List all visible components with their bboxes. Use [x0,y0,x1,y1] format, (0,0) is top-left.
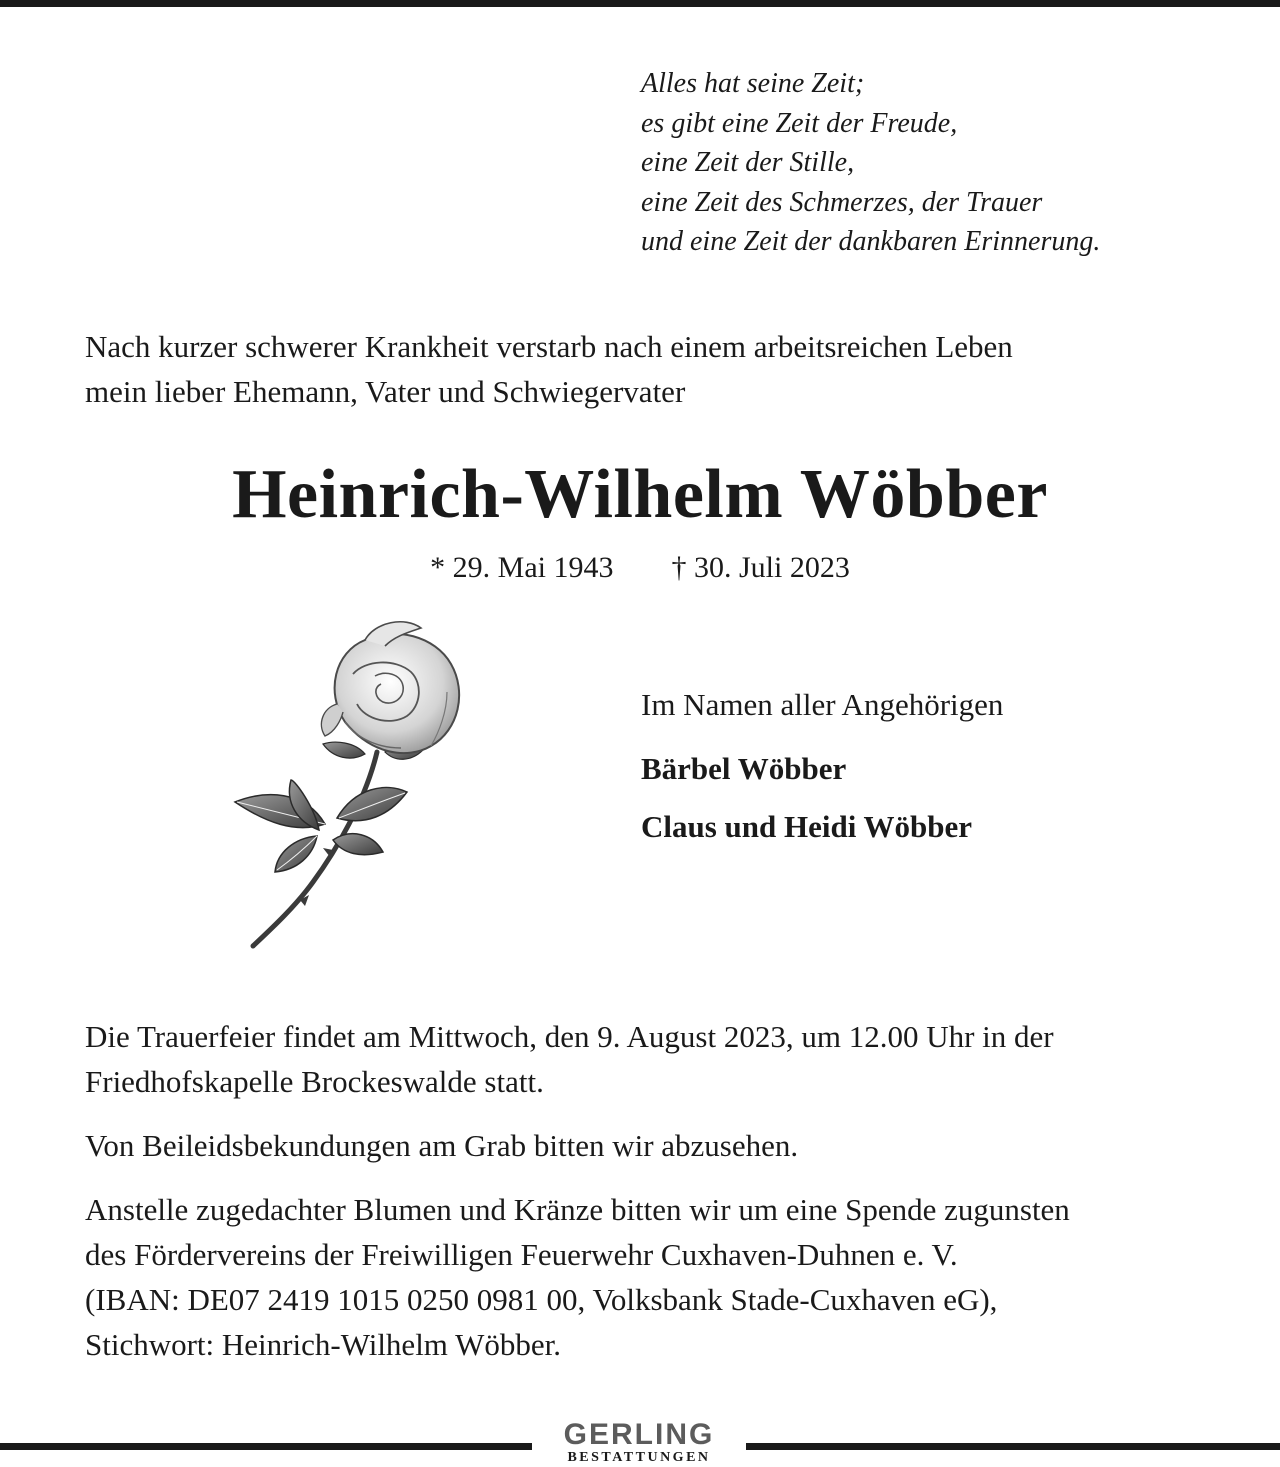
closing-text [85,1014,1225,1367]
intro-line: Nach kurzer schwerer Krankheit verstarb nach einem arbeitsreichen Leben [85,329,1013,364]
top-border-rule [0,0,1280,7]
logo-name: GERLING [563,1418,715,1451]
family-intro: Im Namen aller Angehörigen [641,687,1004,722]
family-member: Bärbel Wöbber [641,751,847,786]
bottom-border-rule-left [0,1443,532,1450]
intro-line: mein lieber Ehemann, Vater und Schwiegervater [85,374,686,409]
funeral-paragraph [85,1014,1225,1104]
deceased-name: Heinrich-Wilhelm Wöbber [232,456,1048,533]
poem-line: es gibt eine Zeit der Freude, [641,107,958,139]
paragraph-line: Stichwort: Heinrich-Wilhelm Wöbber. [85,1327,561,1362]
condolence-paragraph [85,1123,1225,1168]
poem-line: und eine Zeit der dankbaren Erinnerung. [641,226,1101,257]
donation-paragraph [85,1187,1225,1367]
paragraph-line: Von Beileidsbekundungen am Grab bitten wir abzusehen. [85,1128,799,1163]
bottom-border-rule-right [746,1443,1280,1450]
birth-date: * 29. Mai 1943 [430,551,614,584]
life-dates [0,548,1280,588]
paragraph-line: Anstelle zugedachter Blumen und Kränze bitten wir um eine Spende zugunsten [85,1192,1070,1227]
poem [641,64,1241,262]
paragraph-line: Friedhofskapelle Brockeswalde statt. [85,1064,544,1099]
poem-line: eine Zeit des Schmerzes, der Trauer [641,186,1043,218]
poem-line: eine Zeit der Stille, [641,147,855,178]
paragraph-line: (IBAN: DE07 2419 1015 0250 0981 00, Volksbank Stade-Cuxhaven eG), [85,1282,998,1317]
family-member: Claus und Heidi Wöbber [641,809,973,844]
family-block [641,683,1201,856]
paragraph-line: des Fördervereins der Freiwilligen Feuerwehr Cuxhaven-Duhnen e. V. [85,1237,958,1272]
logo-subtitle: BESTATTUNGEN [567,1450,711,1465]
intro-text [85,324,1205,414]
funeral-home-logo [532,1420,746,1466]
paragraph-line: Die Trauerfeier findet am Mittwoch, den 9. August 2023, um 12.00 Uhr in der [85,1019,1054,1054]
death-date: † 30. Juli 2023 [671,551,850,584]
poem-line: Alles hat seine Zeit; [641,68,865,99]
rose-icon [225,612,485,952]
